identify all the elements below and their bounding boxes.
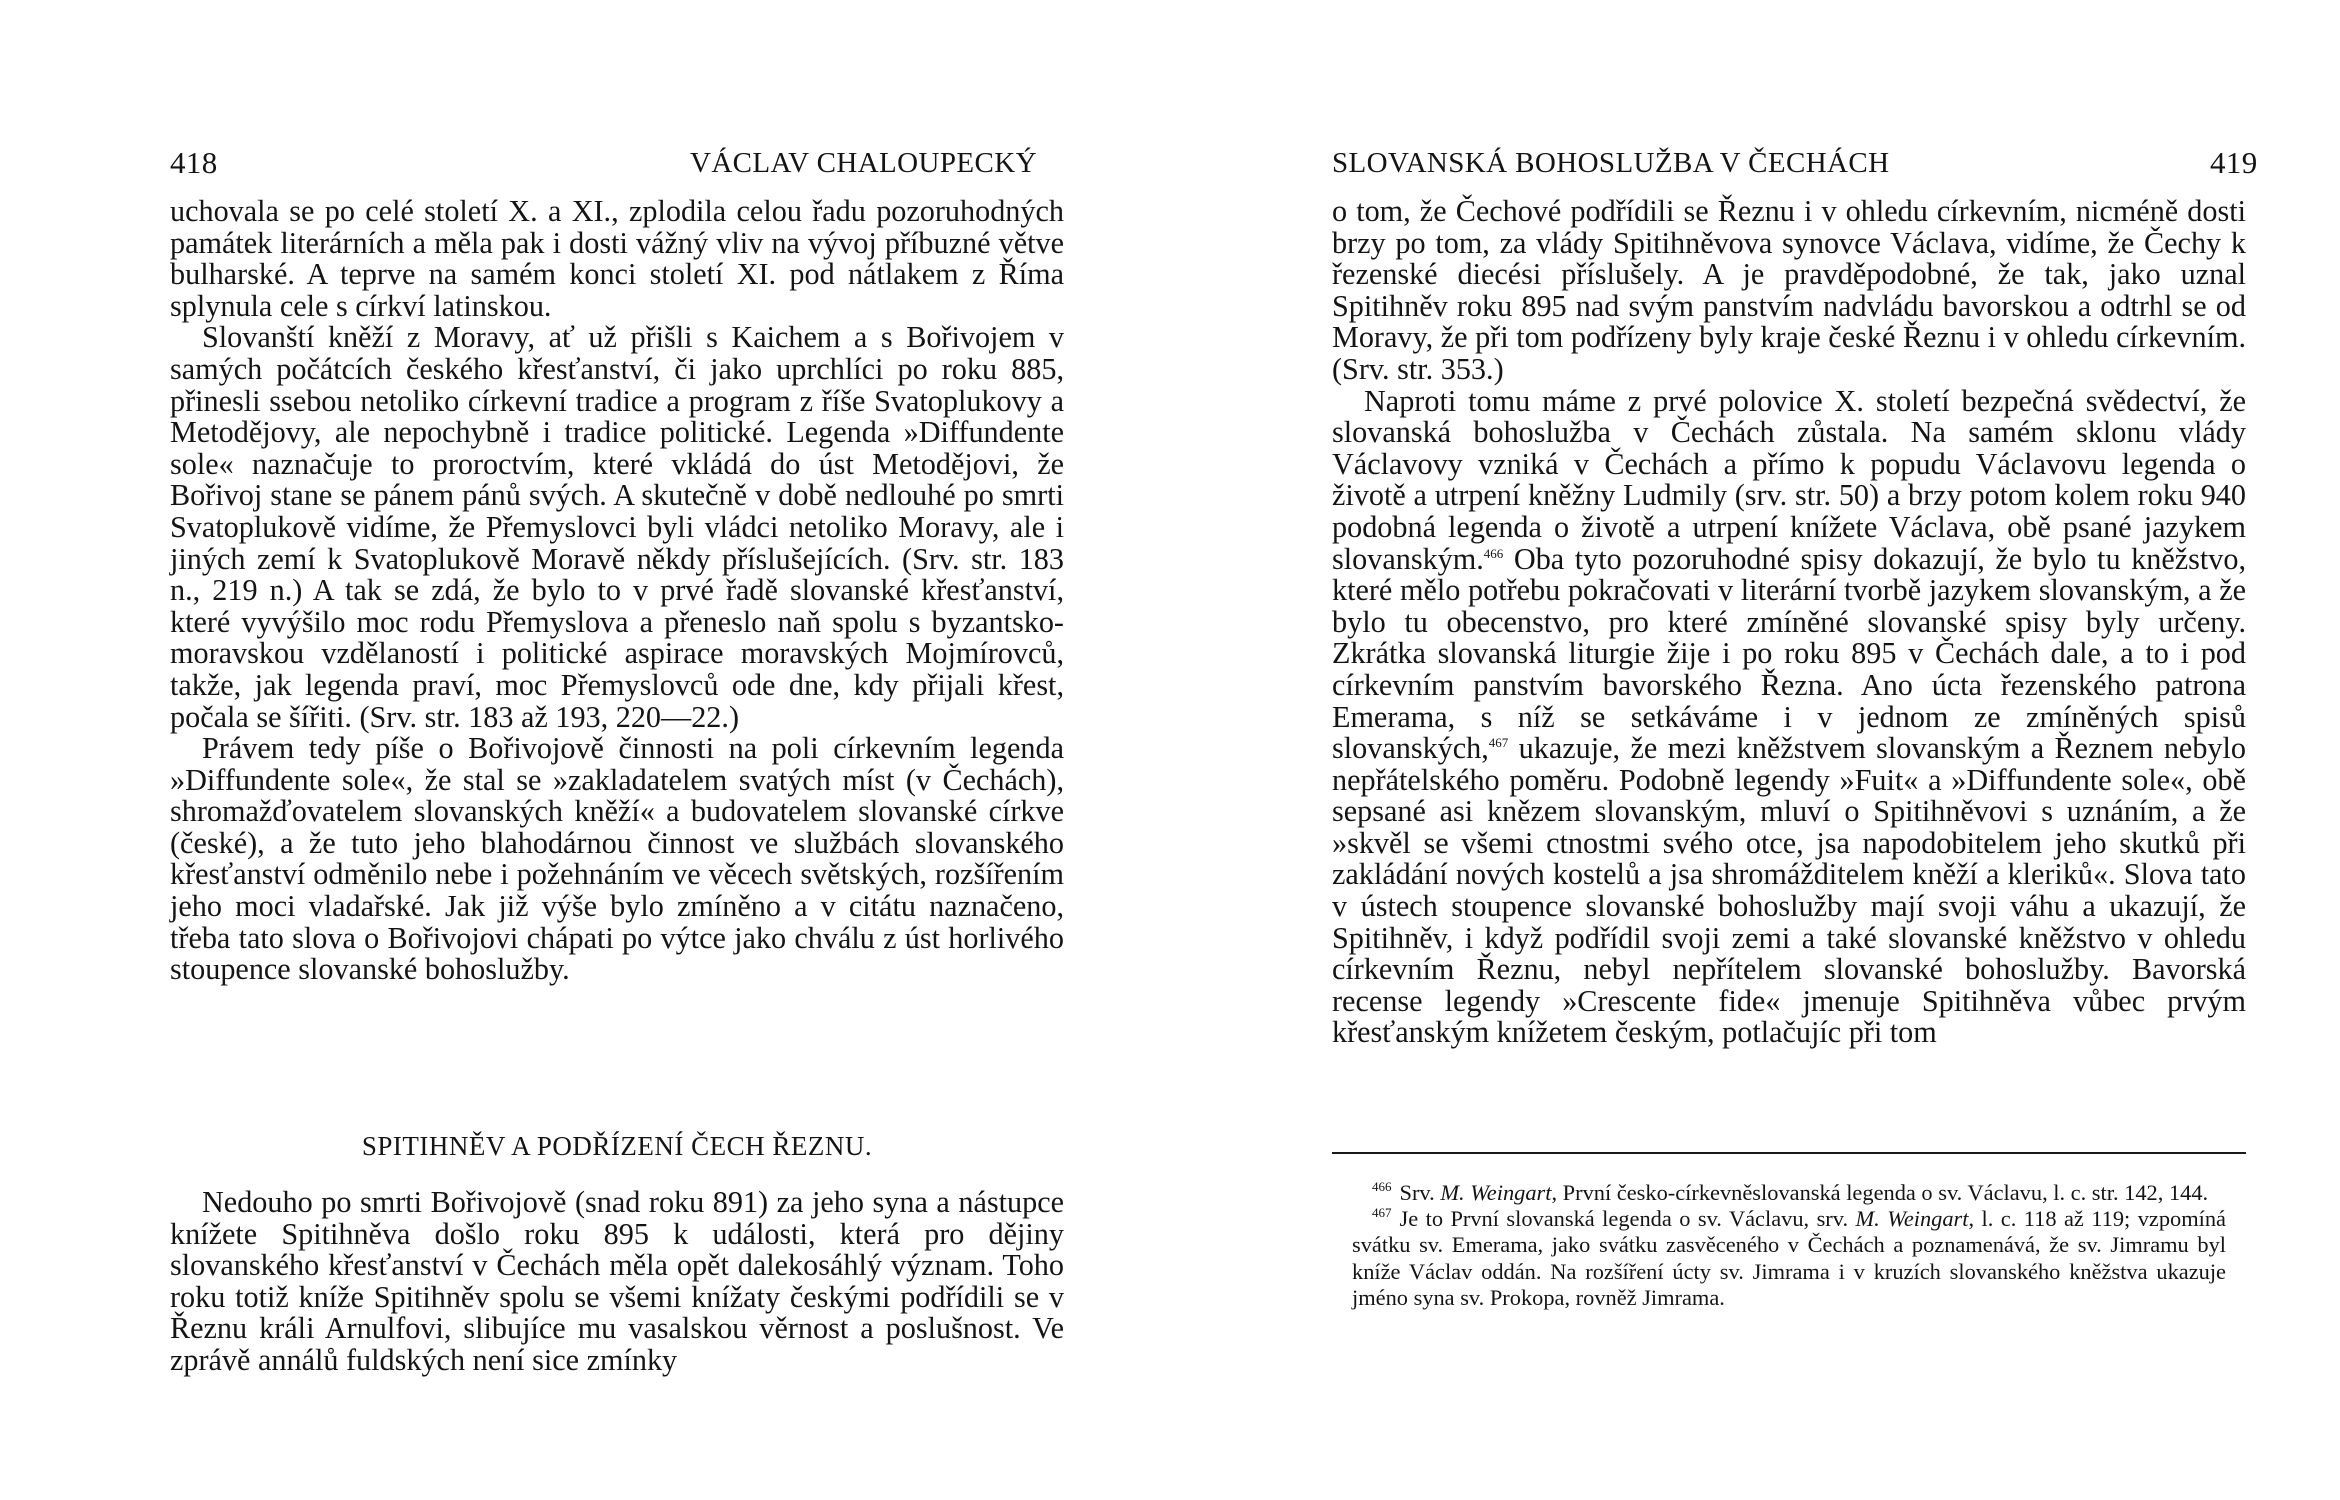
left-text-bottom <box>170 1187 1064 1377</box>
text-run: ukazuje, že mezi kněžstvem slovanským a Řeznem nebylo nepřátelského poměru. Podobně legendy »Fuit« a »Diffundente sole«, obě sepsané asi knězem slovanským, mluví o Spitihněvovi s uznáním, a že »skvěl se všemi ctnostmi svého otce, jsa napodobitelem jeho skutků při zakládání nových kostelů a jsa shromážditelem kněží a kleriků«. Slova tato v ústech stoupence slovanské bohoslužby mají svoji váhu a ukazují, že Spitihněv, i když podřídil svoji zemi a také slovanské kněžstvo v ohledu církevním Řeznu, nebyl nepřítelem slovanské bohoslužby. Bavorská recense legendy »Crescente fide« jmenuje Spitihněva vůbec prvým křesťanským knížetem českým, potlačujíc při tom <box>1332 731 2246 1050</box>
text-run: Oba tyto pozoruhodné spisy dokazují, že bylo tu kněžstvo, které mělo potřebu pokračovati v literární tvorbě jazykem slovanským, a že bylo tu obecenstvo, pro které zmíněné slovanské spisy byly určeny. Zkrátka slovanská liturgie žije i po roku 895 v Čechách dale, a to i pod církevním panstvím bavorského Řezna. Ano úcta řezenského patrona Emerama, s níž se setkáváme i v jednom ze zmíněných spisů slovanských, <box>1332 541 2246 766</box>
page-number-left: 418 <box>170 145 218 180</box>
footnote-number: 466 <box>1372 1179 1392 1194</box>
text-run: Srv. <box>1399 1180 1441 1205</box>
footnote-reference: 467 <box>1488 735 1509 751</box>
running-head-left: VÁCLAV CHALOUPECKÝ <box>690 147 1037 179</box>
section-heading: SPITIHNĚV A PODŘÍZENÍ ČECH ŘEZNU. <box>361 1131 873 1161</box>
paragraph: Nedouho po smrti Bořivojově (snad roku 891) za jeho syna a nástupce knížete Spitihněva došlo roku 895 k události, která pro dějiny slovanského křesťanství v Čechách měla opět dalekosáhlý význam. Toho roku totiž kníže Spitihněv spolu se všemi knížaty českými podřídili se v Řeznu králi Arnulfovi, slibujíce mu vasalskou věrnost a poslušnost. Ve zprávě annálů fuldských není sice zmínky <box>170 1185 1064 1377</box>
right-page <box>1170 0 2340 1500</box>
paragraph: o tom, že Čechové podřídili se Řeznu i v ohledu církevním, nicméně dosti brzy po tom, za vlády Spitihněvova synovce Václava, vidíme, že Čechy k řezenské diecési příslušely. A je pravděpodobné, že tak, jako uznal Spitihněv roku 895 nad svým panstvím nadvládu bavorskou a odtrhl se od Moravy, že při tom podřízeny byly kraje české Řeznu i v ohledu církevním. (Srv. str. 353.) <box>1332 194 2246 386</box>
footnote <box>1352 1180 2226 1206</box>
paragraph: uchovala se po celé století X. a XI., zplodila celou řadu pozoruhodných památek literárních a měla pak i dosti vážný vliv na vývoj příbuzné větve bulharské. A teprve na samém konci století XI. pod nátlakem z Říma splynula cele s církví latinskou. <box>170 194 1064 323</box>
text-run: , První česko-církevněslovanská legenda o sv. Václavu, l. c. str. 142, 144. <box>1551 1180 2209 1205</box>
page-number-right: 419 <box>2210 145 2258 180</box>
footnote-reference: 466 <box>1483 545 1504 561</box>
text-run: , l. c. 118 až 119; vzpomíná svátku sv. Emerama, jako svátku zasvěceného v Čechách a poznamenává, že sv. Jimramu byl kníže Václav oddán. Na rozšíření úcty sv. Jimrama i v kruzích slovanského kněžstva ukazuje jméno syna sv. Prokopa, rovněž Jimrama. <box>1352 1206 2226 1310</box>
author-name: M. Weingart <box>1855 1206 1969 1232</box>
right-text <box>1332 196 2246 1049</box>
left-text-top <box>170 196 1064 986</box>
footnote-number: 467 <box>1372 1205 1392 1221</box>
footnote <box>1352 1206 2226 1311</box>
author-name: M. Weingart <box>1440 1180 1552 1205</box>
text-run: Naproti tomu máme z prvé polovice X. století bezpečná svědectví, že slovanská bohoslužba v Čechách zůstala. Na samém sklonu vlády Václavovy vzniká v Čechách a přímo k popudu Václavovu legenda o životě a utrpení kněžny Ludmily (srv. str. 50) a brzy potom kolem roku 940 podobná legenda o životě a utrpení knížete Václava, obě psané jazykem slovanským. <box>1332 383 2246 576</box>
paragraph <box>1332 383 2246 1050</box>
paragraph: Slovanští kněží z Moravy, ať už přišli s Kaichem a s Bořivojem v samých počátcích českého křesťanství, či jako uprchlíci po roku 885, přinesli ssebou netoliko církevní tradice a program z říše Svatoplukovy a Metodějovy, ale nepochybně i tradice politické. Legenda »Diffundente sole« naznačuje to proroctvím, které vkládá do úst Metodějovi, že Bořivoj stane se pánem pánů svých. A skutečně v době nedlouhé po smrti Svatoplukově vidíme, že Přemyslovci byli vládci netoliko Moravy, ale i jiných zemí k Svatoplukově Moravě někdy příslušejících. (Srv. str. 183 n., 219 n.) A tak se zdá, že bylo to v prvé řadě slovanské křesťanství, které vyvýšilo moc rodu Přemyslova a přeneslo naň spolu s byzantsko-moravskou vzdělaností i politické aspirace moravských Mojmírovců, takže, jak legenda praví, moc Přemyslovců ode dne, kdy přijali křest, počala se šířiti. (Srv. str. 183 až 193, 220—22.) <box>170 320 1064 734</box>
paragraph: Právem tedy píše o Bořivojově činnosti na poli církevním legenda »Diffundente sole«, že stal se »zakladatelem svatých míst (v Čechách), shromažďovatelem slovanských kněží« a budovatelem slovanské církve (české), a že tuto jeho blahodárnou činnost ve službách slovanského křesťanství odměnilo nebe i požehnáním ve věcech světských, rozšířením jeho moci vladařské. Jak již výše bylo zmíněno a v citátu naznačeno, třeba tato slova o Bořivojovi chápati po výtce jako chválu z úst horlivého stoupence slovanské bohoslužby. <box>170 731 1064 987</box>
footnotes <box>1352 1180 2226 1311</box>
running-head-right: SLOVANSKÁ BOHOSLUŽBA V ČECHÁCH <box>1332 147 1890 179</box>
text-run: Je to První slovanská legenda o sv. Václavu, srv. <box>1399 1206 1856 1232</box>
footnote-separator <box>1332 1152 2246 1154</box>
